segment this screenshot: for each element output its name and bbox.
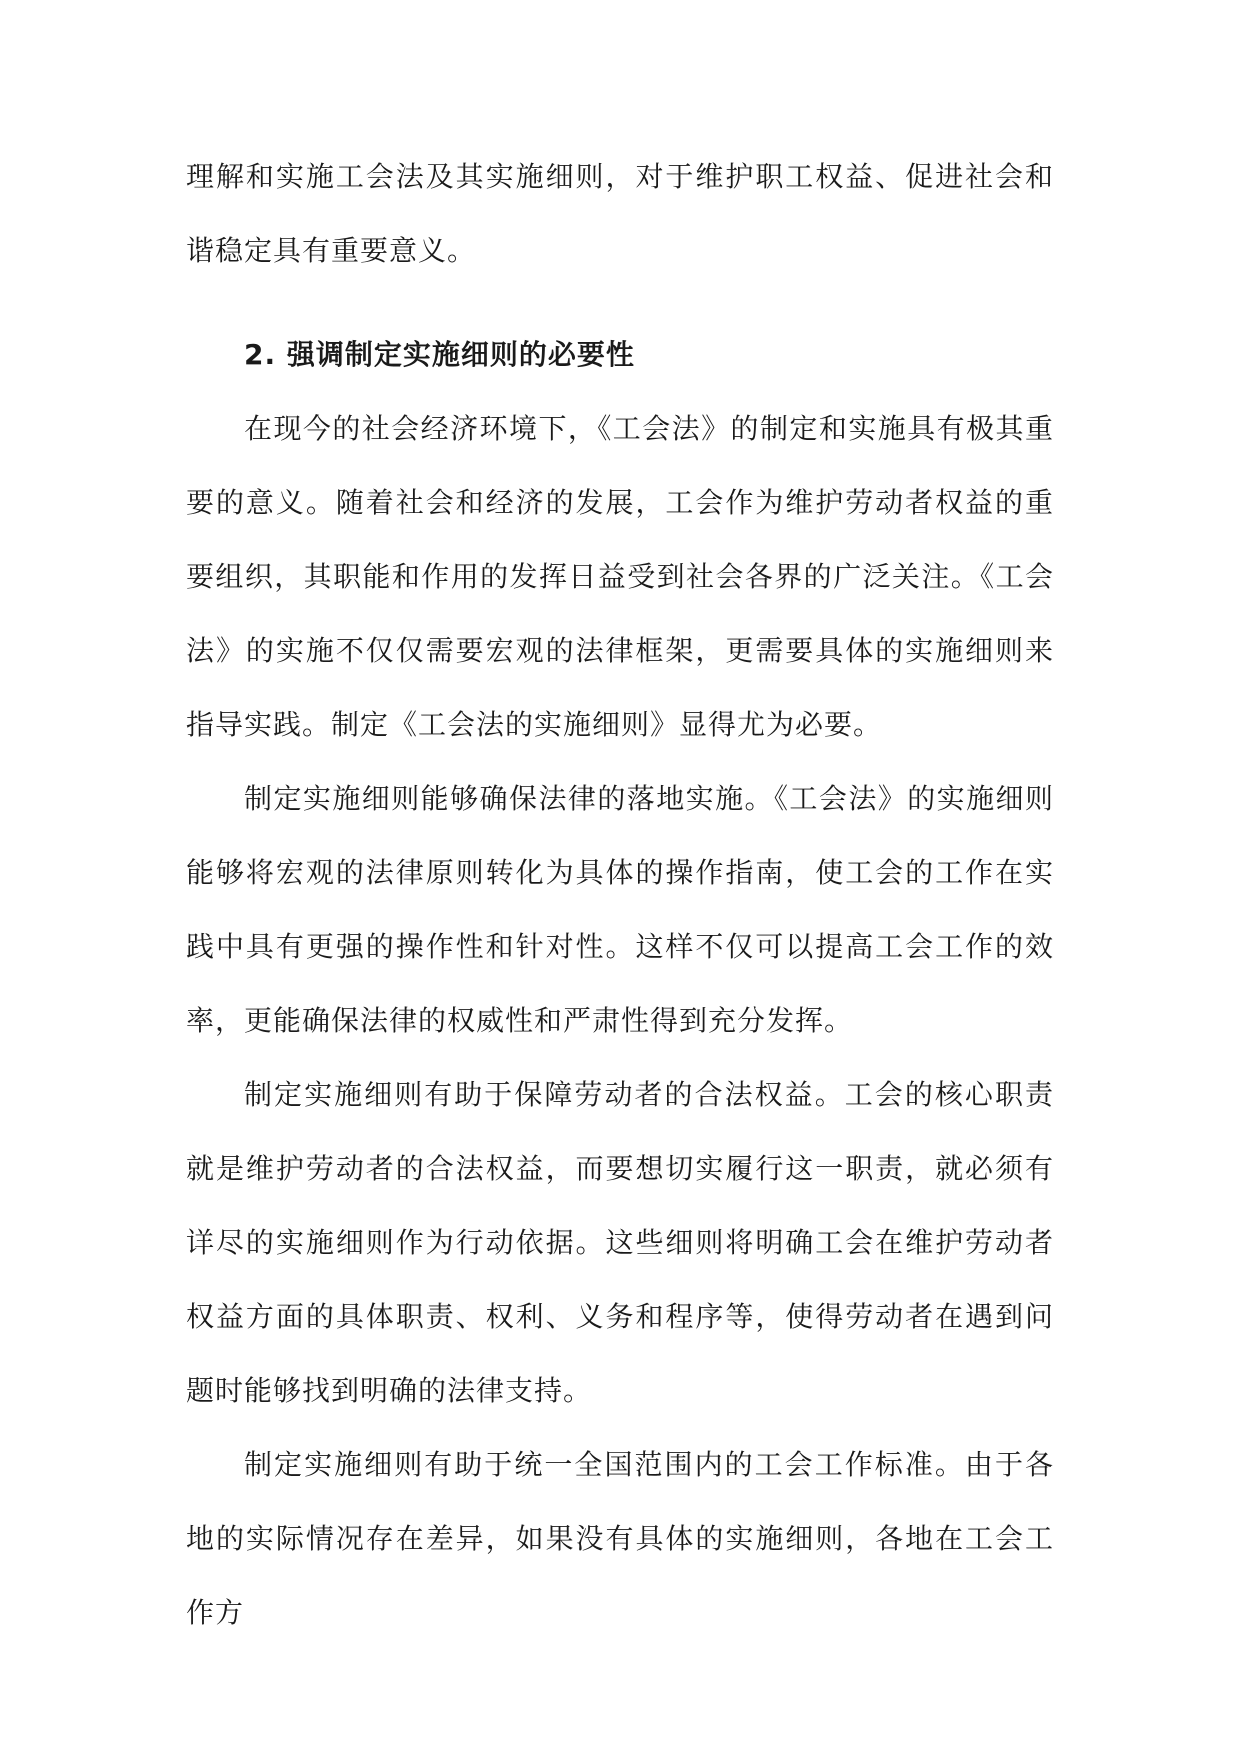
paragraph-4: 制定实施细则有助于统一全国范围内的工会工作标准。由于各地的实际情况存在差异，如果没有具体的实施细则，各地在工会工作方 [186, 1448, 1054, 1629]
paragraph-3: 制定实施细则有助于保障劳动者的合法权益。工会的核心职责就是维护劳动者的合法权益，而要想切实履行这一职责，就必须有详尽的实施细则作为行动依据。这些细则将明确工会在维护劳动者权益方面的具体职责、权利、义务和程序等，使得劳动者在遇到问题时能够找到明确的法律支持。 [186, 1078, 1054, 1407]
section-heading: 2. 强调制定实施细则的必要性 [244, 338, 635, 371]
document-body [186, 140, 1054, 1650]
paragraph-2: 制定实施细则能够确保法律的落地实施。《工会法》的实施细则能够将宏观的法律原则转化为具体的操作指南，使工会的工作在实践中具有更强的操作性和针对性。这样不仅可以提高工会工作的效率，更能确保法律的权威性和严肃性得到充分发挥。 [186, 782, 1054, 1037]
continuation-paragraph: 理解和实施工会法及其实施细则，对于维护职工权益、促进社会和谐稳定具有重要意义。 [186, 160, 1054, 267]
paragraph-1: 在现今的社会经济环境下，《工会法》的制定和实施具有极其重要的意义。随着社会和经济的发展，工会作为维护劳动者权益的重要组织，其职能和作用的发挥日益受到社会各界的广泛关注。《工会法》的实施不仅仅需要宏观的法律框架，更需要具体的实施细则来指导实践。制定《工会法的实施细则》显得尤为必要。 [186, 412, 1054, 741]
